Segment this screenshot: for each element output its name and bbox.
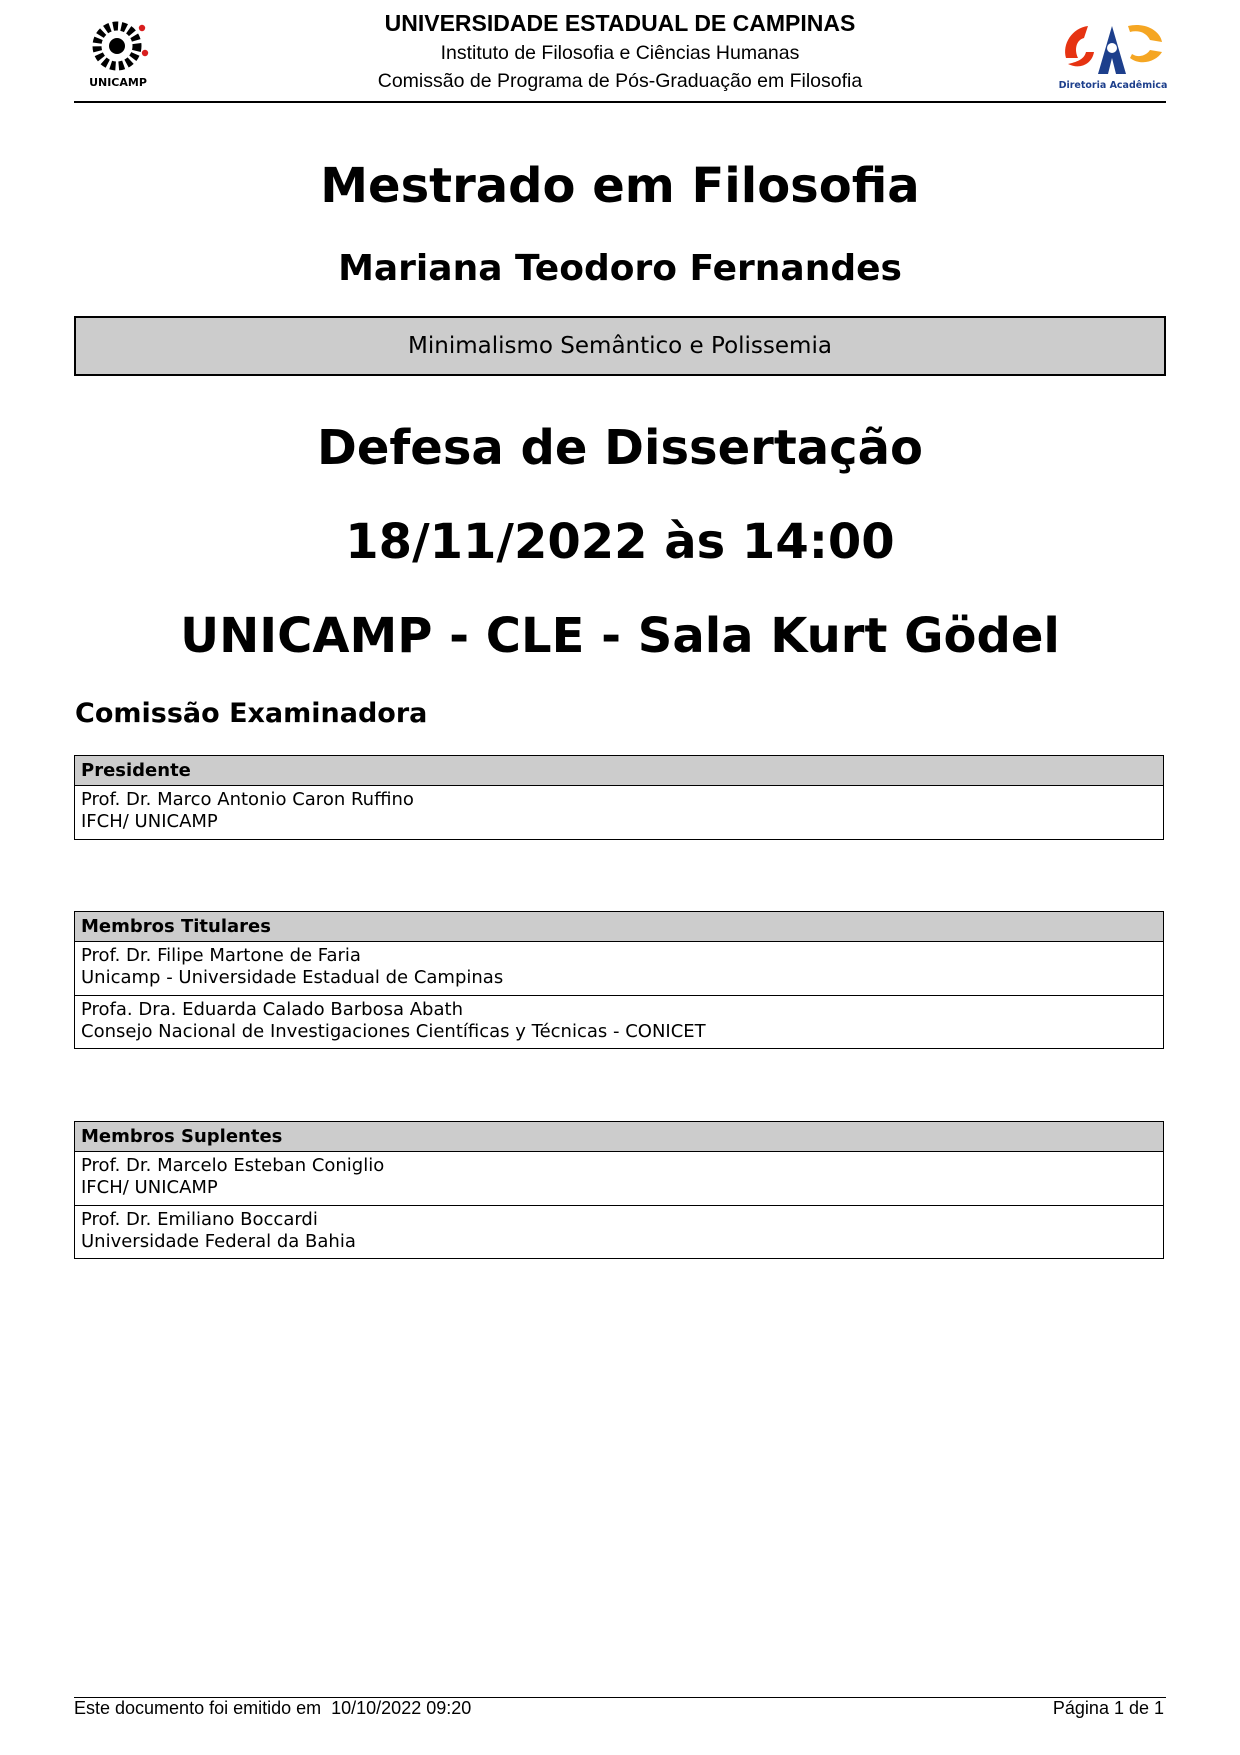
member-affiliation: Unicamp - Universidade Estadual de Campinas [81,967,504,988]
suplentes-header: Membros Suplentes [75,1122,1163,1152]
thesis-title: Minimalismo Semântico e Polissemia [408,333,832,359]
member-name: Profa. Dra. Eduarda Calado Barbosa Abath [81,999,463,1020]
defense-location: UNICAMP - CLE - Sala Kurt Gödel [180,608,1060,664]
thesis-title-box [74,316,1166,376]
unicamp-logo-text: UNICAMP [89,76,147,89]
presidente-header: Presidente [75,756,1163,786]
unicamp-logo [80,16,158,92]
commission-name: Comissão de Programa de Pós-Graduação em Filosofia [377,70,863,92]
member-name: Prof. Dr. Filipe Martone de Faria [81,945,361,966]
member-name: Prof. Dr. Marcelo Esteban Coniglio [81,1155,385,1176]
table-row [75,995,1163,1048]
committee-title: Comissão Examinadora [75,698,428,729]
table-row [75,1205,1163,1258]
program-title: Mestrado em Filosofia [320,158,920,214]
institute-name: Instituto de Filosofia e Ciências Humanas [440,42,800,64]
dac-logo-text: Diretoria Acadêmica [1058,80,1168,91]
presidente-table [74,755,1164,840]
student-name: Mariana Teodoro Fernandes [338,248,902,289]
header-divider [74,101,1166,103]
table-row [75,786,1163,839]
defense-title: Defesa de Dissertação [317,420,923,476]
member-affiliation: IFCH/ UNICAMP [81,811,218,832]
dac-logo [1058,18,1168,92]
defense-datetime: 18/11/2022 às 14:00 [345,514,895,570]
suplentes-table [74,1121,1164,1259]
university-name: UNIVERSIDADE ESTADUAL DE CAMPINAS [384,10,856,36]
issued-timestamp: Este documento foi emitido em 10/10/2022 09:20 [74,1698,472,1718]
member-affiliation: Consejo Nacional de Investigaciones Científicas y Técnicas - CONICET [81,1021,706,1042]
titulares-table [74,911,1164,1049]
member-name: Prof. Dr. Emiliano Boccardi [81,1209,318,1230]
titulares-header: Membros Titulares [75,912,1163,942]
page-number: Página 1 de 1 [1052,1698,1164,1718]
table-row [75,942,1163,995]
table-row [75,1152,1163,1205]
member-affiliation: Universidade Federal da Bahia [81,1231,356,1252]
member-affiliation: IFCH/ UNICAMP [81,1177,218,1198]
member-name: Prof. Dr. Marco Antonio Caron Ruffino [81,789,414,810]
